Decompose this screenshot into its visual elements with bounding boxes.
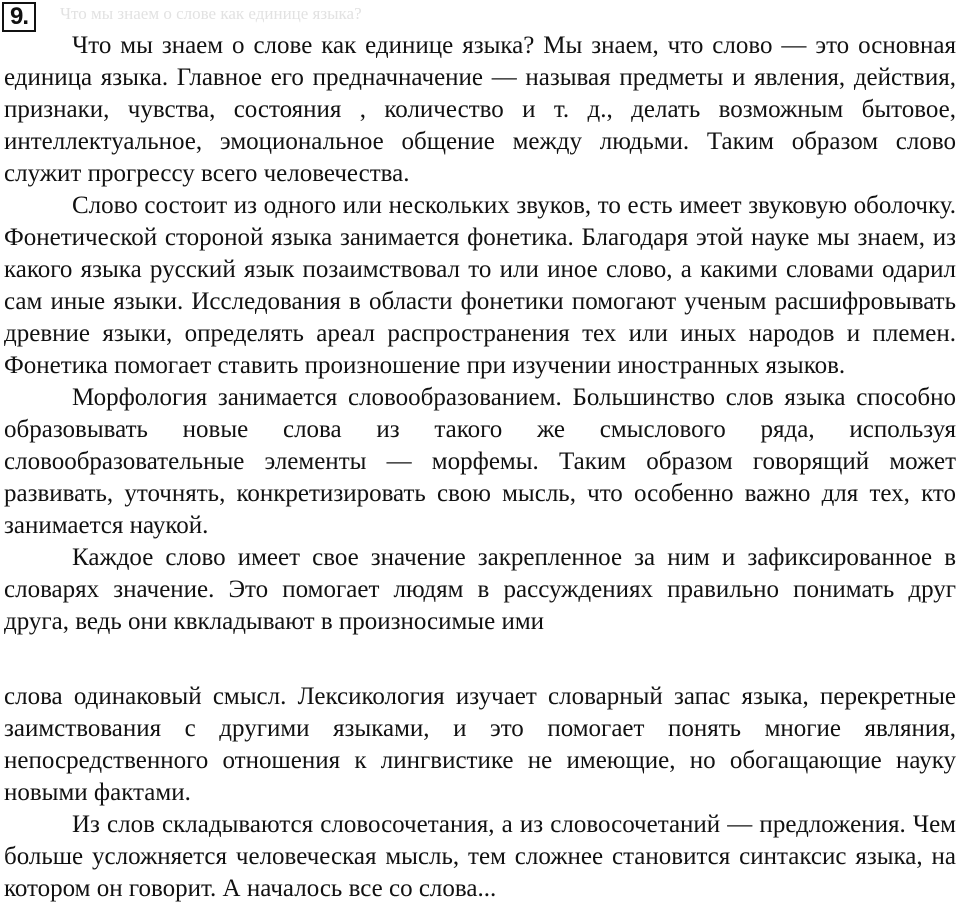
paragraph-lexicology: слова одинаковый смысл. Лексикология изучает словарный запас языка, перекретные заимствования с другими языками, и это помогает понять многие являния, непосредственного отношения к лингвистике не имеющие, но обогащающие науку новыми фактами. — [4, 683, 956, 806]
faded-header-text: Что мы знаем о слове как единице языка? — [60, 4, 362, 23]
paragraph-word-as-unit: Что мы знаем о слове как единице языка? Мы знаем, что слово — это основная единица языка. Главное его предначначение — называя предметы и явления, действия, признаки, чувства, состояния , количество и т. д., делать возможным бытовое, интеллектуальное, эмоциональное общение между людьми. Таким образом слово служит прогрессу всего человечества. — [4, 32, 956, 187]
paragraph-morphology: Морфология занимается словообразованием. Большинство слов языка способно образовывать новые слова из такого же смыслового ряда, используя словообразовательные элементы — морфемы. Таким образом говорящий может развивать, уточнять, конкретизировать свою мысль, что особенно важно для тех, кто занимается наукой. — [4, 384, 956, 539]
exercise-number: 9. — [2, 2, 36, 32]
paragraph-meaning: Каждое слово имеет свое значение закрепленное за ним и зафиксированное в словарях значение. Это помогает людям в рассуждениях правильно понимать друг друга, ведь они квкладывают в произносимые ими — [4, 544, 956, 635]
paragraph-syntax: Из слов складываются словосочетания, а из словосочетаний — предложения. Чем больше усложняется человеческая мысль, тем сложнее становится синтаксис языка, на котором он говорит. А началось все со слова... — [4, 811, 956, 902]
text-block-bottom — [4, 681, 956, 905]
text-block-top — [4, 30, 956, 638]
paragraph-phonetics: Слово состоит из одного или нескольких звуков, то есть имеет звуковую оболочку. Фонетической стороной языка занимается фонетика. Благодаря этой науке мы знаем, из какого языка русский язык позаимствовал то или иное слово, а какими словами одарил сам иные языки. Исследования в области фонетики помогают ученым расшифровывать древние языки, определять ареал распространения тех или иных народов и племен. Фонетика помогает ставить произношение при изучении иностранных языков. — [4, 192, 956, 379]
